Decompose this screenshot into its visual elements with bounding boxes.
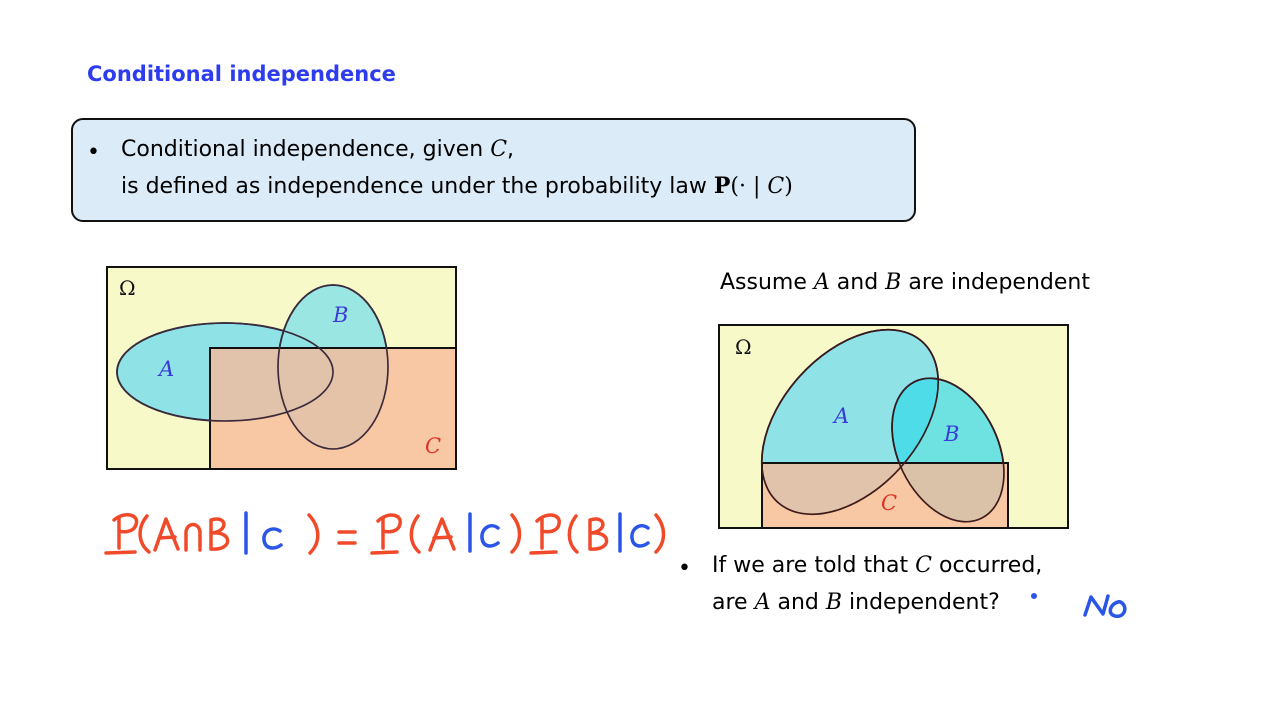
- slide-title: Conditional independence: [87, 62, 396, 86]
- right-label-b: B: [944, 422, 960, 446]
- left-label-a: A: [159, 357, 175, 381]
- hw-close-paren-1: [309, 515, 318, 553]
- question-line-2-and: and: [770, 590, 826, 615]
- left-label-b: B: [333, 303, 349, 327]
- hw-dot: [1031, 593, 1037, 599]
- hw-open-paren-3: [569, 516, 577, 552]
- caption-var-a: A: [813, 270, 830, 295]
- handwritten-equation: [106, 513, 664, 553]
- handwritten-answer: [1031, 593, 1125, 616]
- hw-a-1: [155, 519, 178, 550]
- right-venn-diagram: [719, 296, 1068, 548]
- question-line-2-pre: are: [712, 590, 755, 615]
- hw-c-2: [482, 526, 498, 546]
- probability-var-c: C: [767, 174, 785, 199]
- caption-pre: Assume: [720, 270, 814, 295]
- hw-a-2: [430, 519, 454, 550]
- question-line-2-post: independent?: [842, 590, 1000, 615]
- hw-c-3: [632, 526, 648, 546]
- question-var-a: A: [754, 590, 771, 615]
- left-label-c: C: [425, 434, 442, 458]
- definition-bullet: •: [87, 140, 100, 165]
- hw-p-2: [372, 515, 400, 553]
- hw-close-paren-2: [512, 515, 520, 552]
- right-label-a: A: [834, 404, 850, 428]
- hw-close-paren-3: [656, 515, 664, 552]
- hw-cap: [186, 525, 200, 551]
- hw-equals: [339, 532, 355, 543]
- hw-open-paren-1: [140, 516, 149, 552]
- question-line-2: [712, 590, 1000, 615]
- hw-p-3: [531, 515, 559, 553]
- right-diagram-caption: [720, 270, 1090, 295]
- probability-open: (· |: [730, 174, 768, 199]
- probability-symbol: P: [713, 173, 731, 199]
- question-var-c: C: [915, 553, 932, 578]
- question-var-b: B: [825, 590, 843, 615]
- hw-n: [1085, 596, 1108, 615]
- hw-b-1: [211, 519, 228, 549]
- left-omega-label: Ω: [119, 276, 136, 300]
- definition-line-2-text: is defined as independence under the probability law: [121, 174, 714, 199]
- caption-var-b: B: [885, 270, 902, 295]
- hw-c-1: [264, 529, 281, 548]
- hw-p-1: [106, 515, 137, 553]
- probability-close: ): [784, 174, 793, 199]
- definition-line-1-end: ,: [507, 137, 515, 162]
- definition-var-c: C: [490, 137, 508, 162]
- caption-post: are independent: [901, 270, 1090, 295]
- question-line-1: [712, 553, 1042, 578]
- right-label-c: C: [881, 491, 898, 515]
- right-omega-label: Ω: [735, 335, 752, 359]
- left-venn-diagram: [107, 267, 456, 469]
- hw-open-paren-2: [411, 516, 419, 552]
- question-line-1-pre: If we are told that: [712, 553, 916, 578]
- hw-o: [1110, 602, 1125, 617]
- question-bullet: •: [678, 556, 691, 581]
- definition-line-1-text: Conditional independence, given: [121, 137, 491, 162]
- hw-b-2: [590, 519, 607, 549]
- question-line-1-post: occurred,: [932, 553, 1043, 578]
- caption-and: and: [829, 270, 886, 295]
